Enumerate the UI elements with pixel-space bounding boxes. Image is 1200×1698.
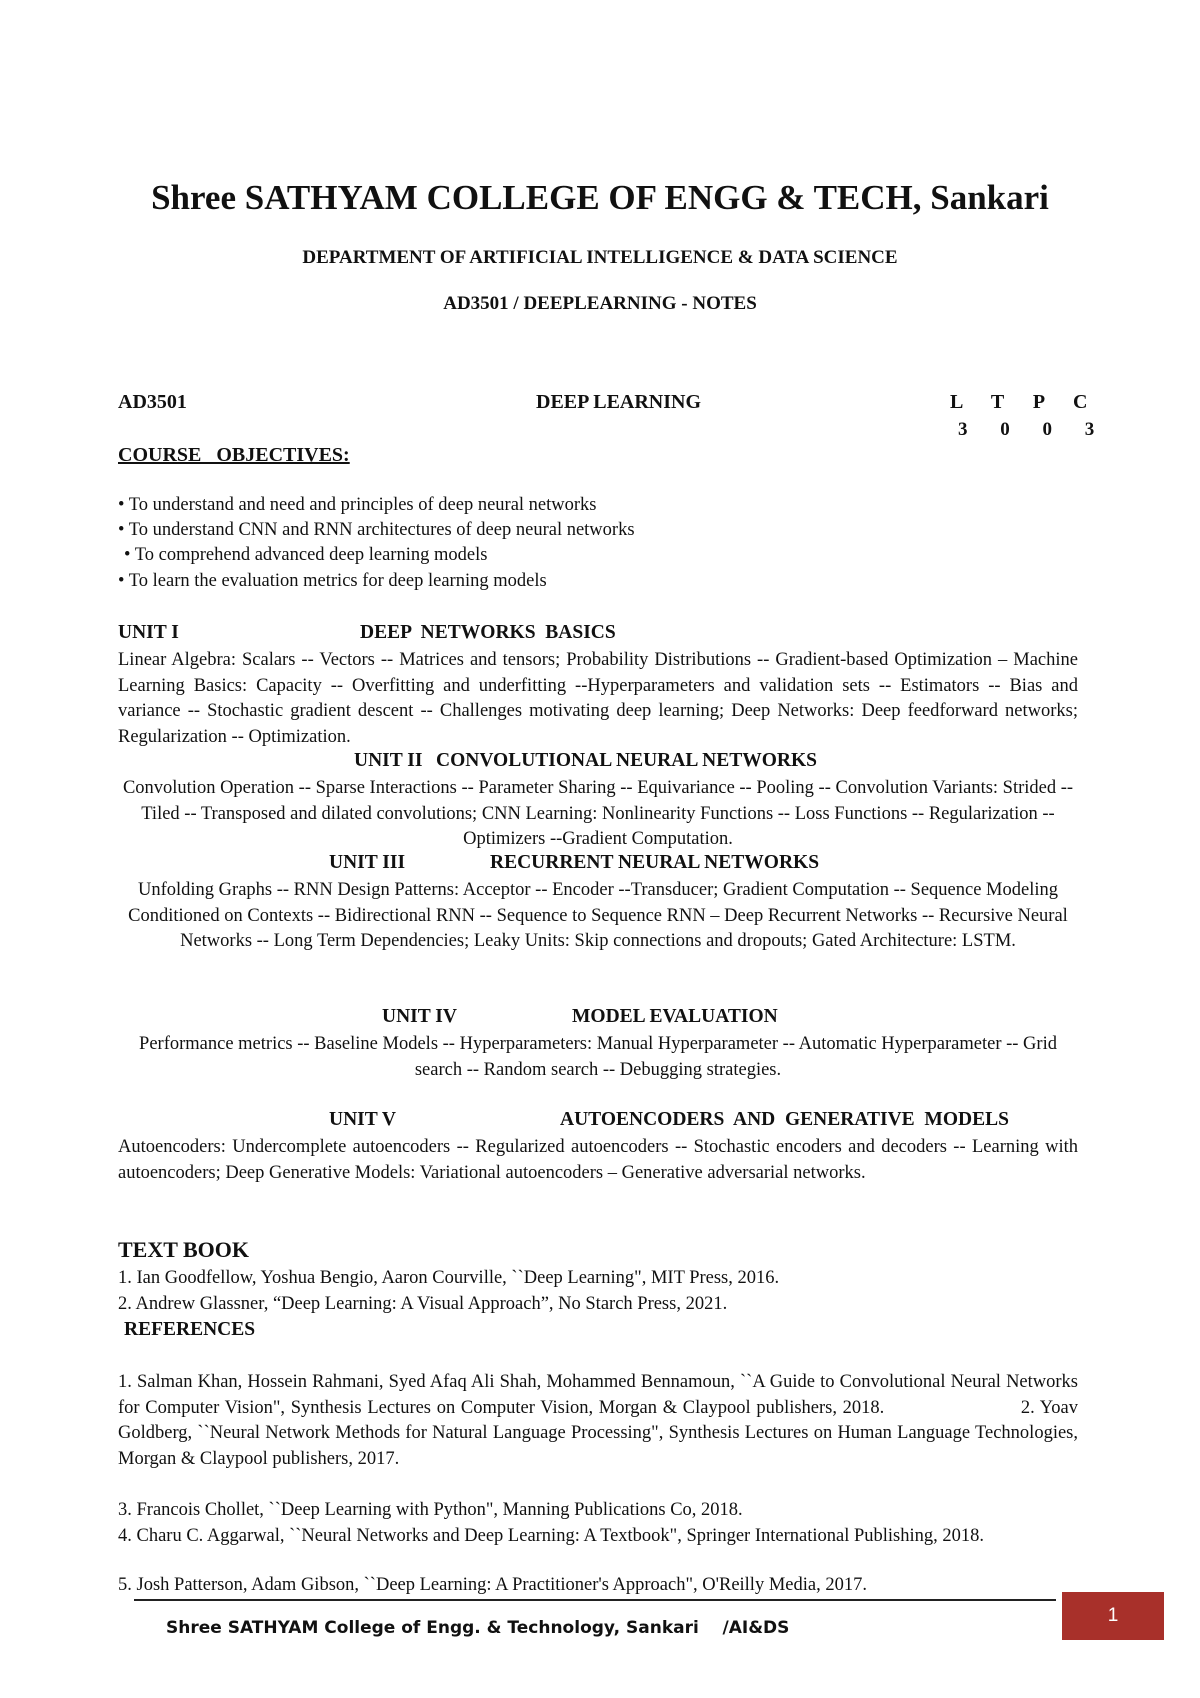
unit-2-title: CONVOLUTIONAL NEURAL NETWORKS — [436, 750, 818, 771]
objective-item: • To understand CNN and RNN architectures of deep neural networks — [118, 520, 635, 540]
objectives-heading: COURSE OBJECTIVES: — [118, 444, 350, 466]
course-code: AD3501 — [118, 391, 187, 413]
textbook-heading: TEXT BOOK — [118, 1237, 250, 1262]
reference-item: 4. Charu C. Aggarwal, ``Neural Networks and Deep Learning: A Textbook", Springer International Publishing, 2018. — [118, 1526, 984, 1546]
objective-item: • To understand and need and principles of deep neural networks — [118, 495, 597, 515]
course-name: DEEP LEARNING — [536, 391, 702, 413]
unit-1-title: DEEP NETWORKS BASICS — [360, 622, 616, 643]
ltpc-values: 3 0 0 3 — [958, 419, 1109, 440]
unit-5-title: AUTOENCODERS AND GENERATIVE MODELS — [560, 1109, 1009, 1130]
unit-4-label: UNIT IV — [382, 1006, 457, 1027]
unit-4-title: MODEL EVALUATION — [572, 1006, 778, 1027]
references-heading: REFERENCES — [124, 1319, 256, 1340]
objective-item: • To learn the evaluation metrics for deep learning models — [118, 571, 547, 591]
unit-1-content: Linear Algebra: Scalars -- Vectors -- Matrices and tensors; Probability Distributions -- Gradient-based Optimization – Machine Learning Basics: Capacity -- Overfitting and underfitting --Hyperparameters and validation sets -- Estimators -- Bias and variance -- Stochastic gradient descent -- Challenges motivating deep learning; Deep Networks: Deep feedforward networks; Regularization -- Optimization. — [118, 650, 1078, 747]
footer-divider — [134, 1599, 1056, 1601]
unit-2-label: UNIT II — [354, 750, 423, 771]
unit-5-label: UNIT V — [329, 1109, 397, 1130]
ltpc-labels: L T P C — [950, 391, 1100, 413]
textbook-item: 1. Ian Goodfellow, Yoshua Bengio, Aaron Courville, ``Deep Learning", MIT Press, 2016. — [118, 1268, 780, 1288]
footer-text: Shree SATHYAM College of Engg. & Technology, Sankari /AI&DS — [166, 1618, 790, 1638]
unit-5-content: Autoencoders: Undercomplete autoencoders -- Regularized autoencoders -- Stochastic encoders and decoders -- Learning with autoencoders; Deep Generative Models: Variational autoencoders – Generative adversarial networks. — [118, 1137, 1078, 1183]
unit-3-label: UNIT III — [329, 852, 406, 873]
page-number: 1 — [1062, 1592, 1164, 1640]
unit-3-title: RECURRENT NEURAL NETWORKS — [490, 852, 820, 873]
reference-item: 3. Francois Chollet, ``Deep Learning with Python", Manning Publications Co, 2018. — [118, 1500, 743, 1520]
textbook-item: 2. Andrew Glassner, “Deep Learning: A Visual Approach”, No Starch Press, 2021. — [118, 1294, 728, 1314]
unit-3-content: Unfolding Graphs -- RNN Design Patterns: Acceptor -- Encoder --Transducer; Gradient Computation -- Sequence Modeling Conditioned on Contexts -- Bidirectional RNN -- Sequence to Sequence RNN – Deep Recurrent Networks -- Recursive Neural Networks -- Long Term Dependencies; Leaky Units: Skip connections and dropouts; Gated Architecture: LSTM. — [128, 880, 1068, 951]
unit-2-content: Convolution Operation -- Sparse Interactions -- Parameter Sharing -- Equivariance -- Pooling -- Convolution Variants: Strided -- Tiled -- Transposed and dilated convolutions; CNN Learning: Nonlinearity Functions -- Loss Functions -- Regularization -- Optimizers --Gradient Computation. — [122, 778, 1074, 849]
reference-item: 5. Josh Patterson, Adam Gibson, ``Deep Learning: A Practitioner's Approach", O'Reilly Media, 2017. — [118, 1575, 867, 1595]
unit-4-content: Performance metrics -- Baseline Models -- Hyperparameters: Manual Hyperparameter -- Automatic Hyperparameter -- Grid search -- Random search -- Debugging strategies. — [139, 1034, 1057, 1080]
reference-item: 1. Salman Khan, Hossein Rahmani, Syed Afaq Ali Shah, Mohammed Bennamoun, ``A Guide to Convolutional Neural Networks for Computer Vision", Synthesis Lectures on Computer Vision, Morgan & Claypool publishers, 2018. 2. Yoav Goldberg, ``Neural Network Methods for Natural Language Processing", Synthesis Lectures on Human Language Technologies, Morgan & Claypool publishers, 2017. — [118, 1372, 1083, 1469]
unit-1-label: UNIT I — [118, 622, 179, 643]
college-name: Shree SATHYAM COLLEGE OF ENGG & TECH, Sankari — [151, 178, 1049, 217]
notes-title: AD3501 / DEEPLEARNING - NOTES — [443, 293, 757, 314]
objective-item: • To comprehend advanced deep learning models — [124, 545, 488, 565]
department-title: DEPARTMENT OF ARTIFICIAL INTELLIGENCE & DATA SCIENCE — [302, 247, 898, 268]
